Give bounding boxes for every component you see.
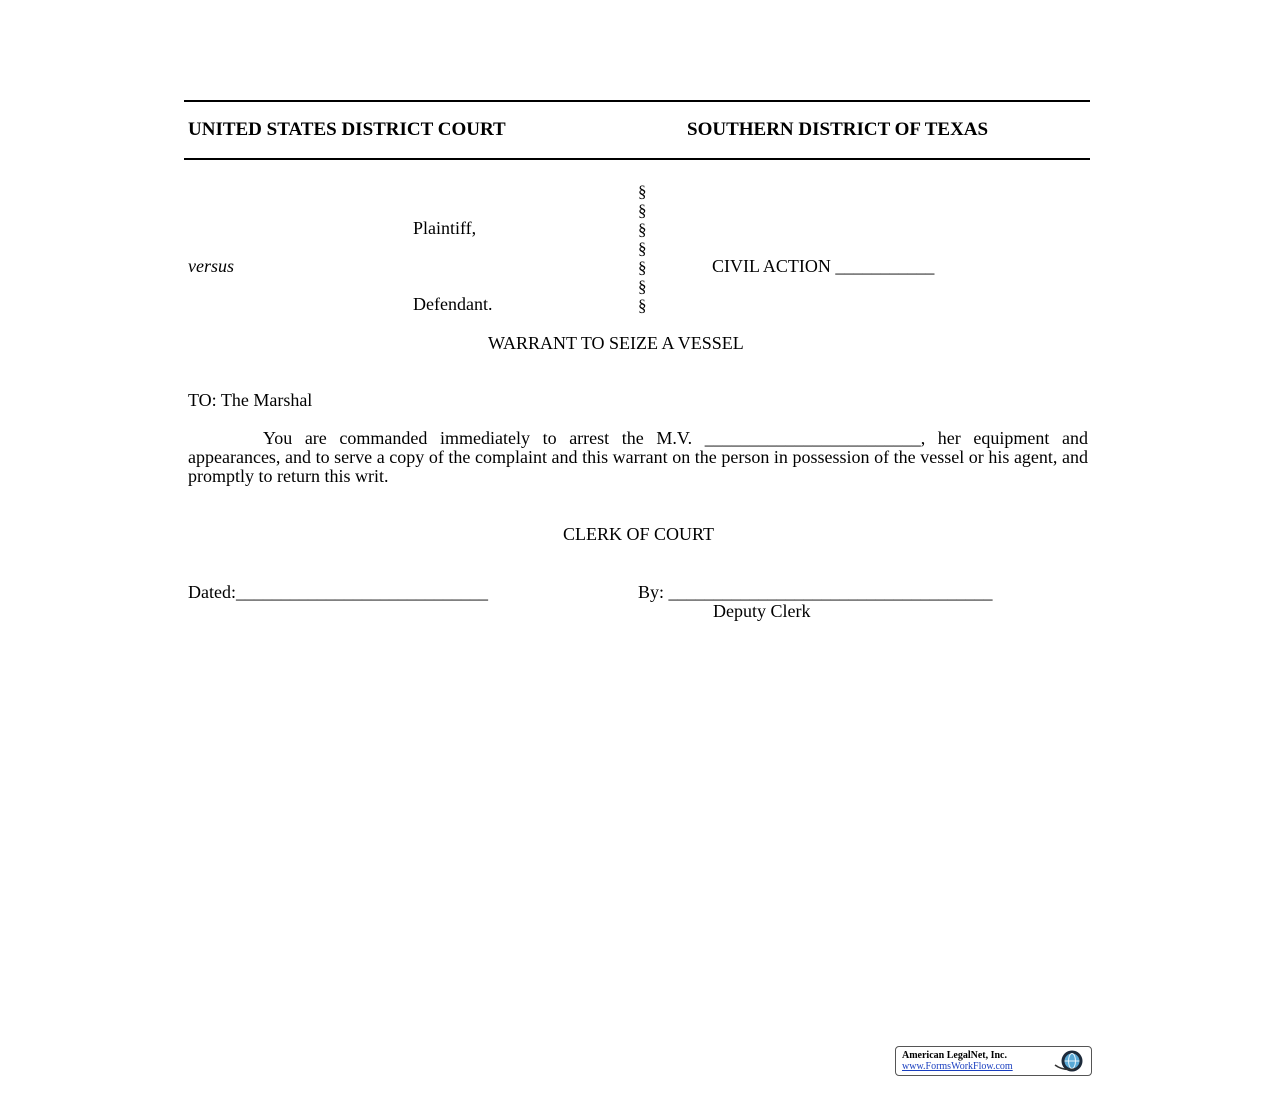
section-symbol: § (638, 239, 647, 258)
section-symbol: § (638, 258, 647, 277)
versus-label: versus (188, 256, 234, 276)
section-symbol: § (638, 182, 647, 201)
deputy-clerk-label: Deputy Clerk (713, 601, 811, 621)
section-symbol: § (638, 296, 647, 315)
dated-line: Dated:____________________________ (188, 582, 488, 602)
footer-logo (895, 1046, 1092, 1076)
defendant-label: Defendant. (413, 294, 493, 314)
addressee: TO: The Marshal (188, 390, 313, 410)
court-name: UNITED STATES DISTRICT COURT (188, 119, 506, 140)
plaintiff-label: Plaintiff, (413, 218, 477, 238)
section-symbol: § (638, 277, 647, 296)
clerk-heading: CLERK OF COURT (563, 524, 714, 544)
section-symbol: § (638, 201, 647, 220)
header-bottom-rule (184, 158, 1090, 160)
header-top-rule (184, 100, 1090, 102)
globe-icon (1053, 1049, 1087, 1073)
warrant-body (188, 429, 1088, 486)
civil-action-field: CIVIL ACTION ___________ (712, 256, 935, 276)
logo-url[interactable]: www.FormsWorkFlow.com (902, 1061, 1013, 1072)
document-title: WARRANT TO SEIZE A VESSEL (488, 333, 744, 353)
by-line: By: ____________________________________ (638, 582, 993, 602)
warrant-body-text: You are commanded immediately to arrest the M.V. ________________________, her equipment and appearances, and to serve a copy of the complaint and this warrant on the person in possession of the vessel or his agent, and promptly to return this writ. (188, 428, 1088, 486)
section-symbol: § (638, 220, 647, 239)
district-name: SOUTHERN DISTRICT OF TEXAS (687, 119, 989, 140)
logo-company: American LegalNet, Inc. (902, 1050, 1007, 1061)
